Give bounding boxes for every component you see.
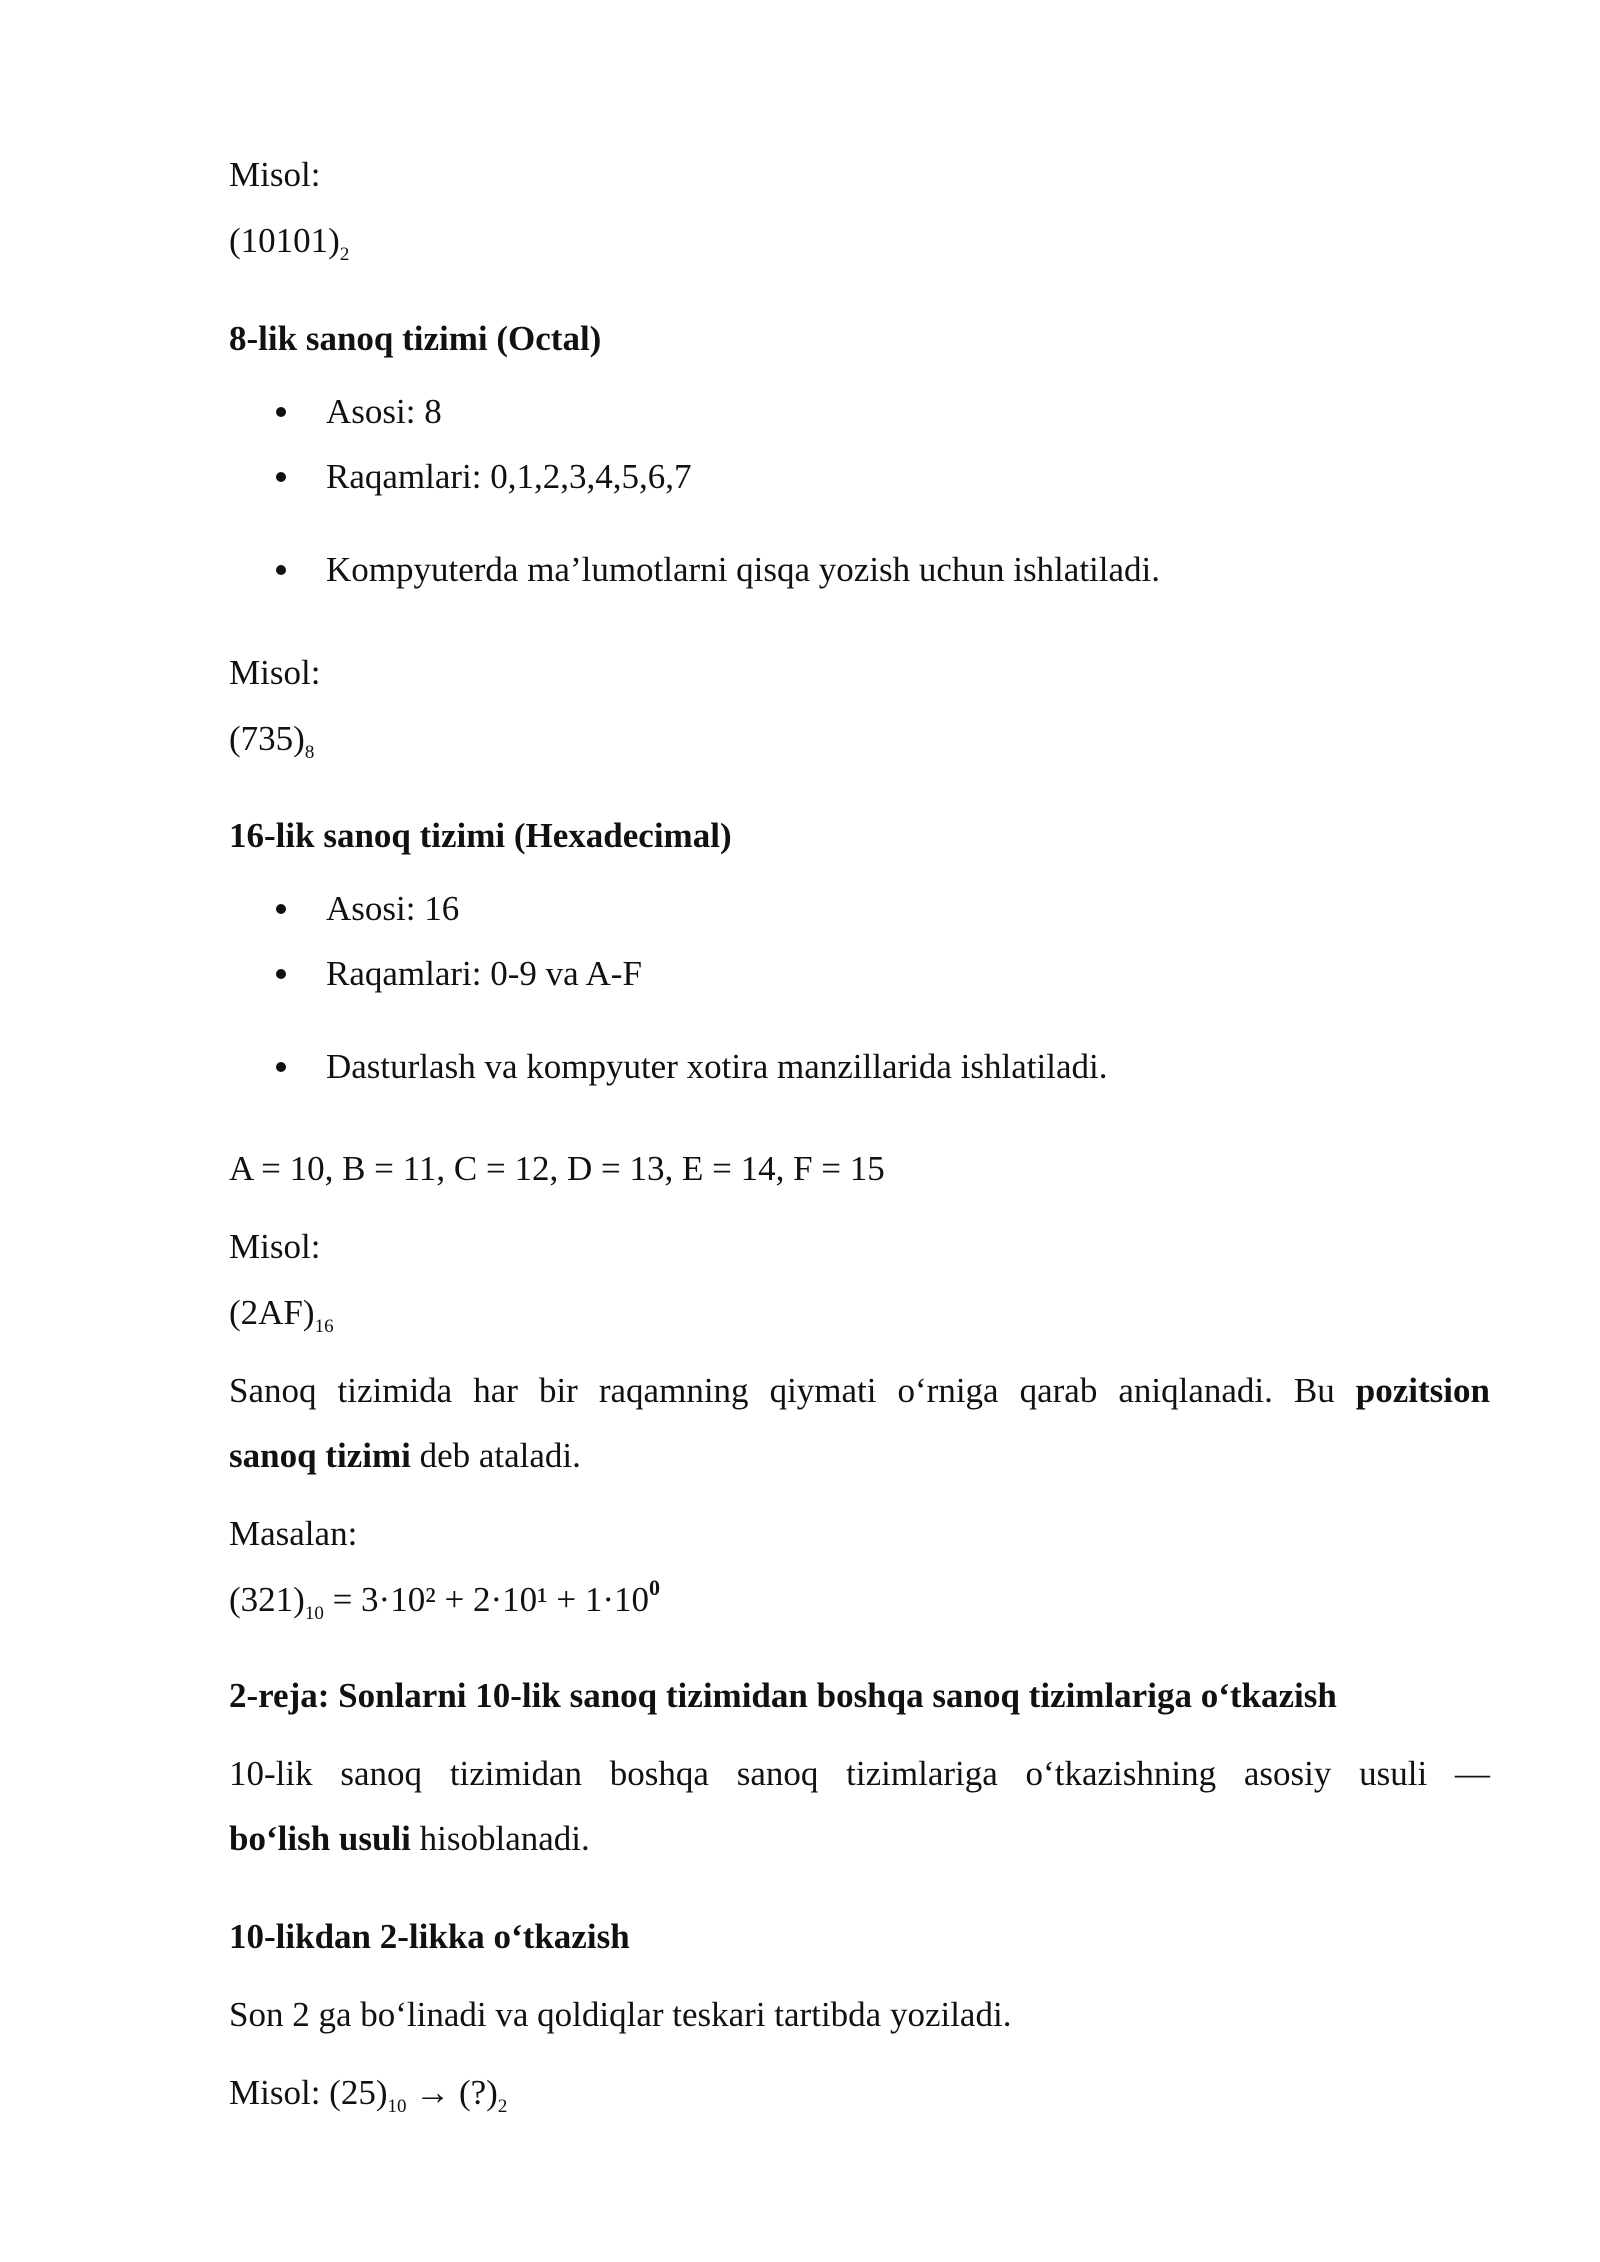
example-label: Misol: [229,1227,321,1266]
division-text: 10-lik sanoq tizimidan boshqa sanoq tizimlariga o‘tkazishning asosiy usuli — [229,1754,1490,1793]
expansion-base: 10 [304,1603,324,1624]
positional-term: sanoq tizimi [229,1436,411,1475]
bullet-icon [276,565,286,575]
hex-bullet-text: Dasturlash va kompyuter xotira manzillarida ishlatiladi. [326,1047,1108,1086]
expansion-rest: = 3·10² + 2·10¹ + 1·10 [323,1580,649,1619]
final-example-base-from: 10 [387,2096,407,2117]
dec-to-bin-text: Son 2 ga bo‘linadi va qoldiqlar teskari tartibda yoziladi. [229,1995,1012,2034]
bullet-icon [276,472,286,482]
example-label: Misol: [229,155,321,194]
hex-example-value: (2AF) [229,1293,315,1332]
final-example-label: Misol: [229,2073,330,2112]
dec-to-bin-heading: 10-likdan 2-likka o‘tkazish [229,1917,630,1956]
binary-example-value: (10101) [229,221,340,260]
hex-example [229,1290,334,1336]
expansion-value: (321) [229,1580,305,1619]
positional-line-1 [229,1368,1490,1433]
final-example-base-to: 2 [497,2096,508,2117]
octal-example [229,716,314,762]
bullet-icon [276,969,286,979]
octal-heading: 8-lik sanoq tizimi (Octal) [229,319,602,358]
hex-bullet-text: Asosi: 16 [326,889,460,928]
hex-values: A = 10, B = 11, C = 12, D = 13, E = 14, F = 15 [229,1149,885,1188]
octal-example-value: (735) [229,719,305,758]
positional-text: deb ataladi. [410,1436,581,1475]
expansion-exponent: 0 [648,1575,660,1600]
positional-line-2 [229,1433,1490,1479]
division-term: bo‘lish usuli [229,1819,411,1858]
bullet-icon [276,407,286,417]
final-example-target: (?) [458,2073,498,2112]
arrow-icon: → [406,2073,459,2112]
hex-example-base: 16 [314,1316,334,1337]
expansion-formula [229,1577,660,1623]
binary-example [229,218,349,264]
positional-text: Sanoq tizimida har bir raqamning qiymati o‘rniga qarab aniqlanadi. Bu [229,1371,1356,1410]
division-line-2 [229,1816,1490,1862]
positional-paragraph [229,1368,1490,1479]
final-example [229,2070,507,2116]
division-line-1 [229,1751,1490,1816]
example-label: Misol: [229,653,321,692]
octal-bullet-text: Raqamlari: 0,1,2,3,4,5,6,7 [326,457,692,496]
bullet-icon [276,1062,286,1072]
binary-example-base: 2 [339,244,350,265]
octal-example-base: 8 [304,742,315,763]
octal-bullet-text: Asosi: 8 [326,392,442,431]
positional-bold: pozitsion [1355,1371,1490,1410]
final-example-value: (25) [329,2073,388,2112]
bullet-icon [276,904,286,914]
division-paragraph [229,1751,1490,1862]
hex-heading: 16-lik sanoq tizimi (Hexadecimal) [229,816,732,855]
masalan-label: Masalan: [229,1514,358,1553]
octal-bullet-text: Kompyuterda ma’lumotlarni qisqa yozish uchun ishlatiladi. [326,550,1161,589]
hex-bullet-text: Raqamlari: 0-9 va A-F [326,954,642,993]
reja-heading: 2-reja: Sonlarni 10-lik sanoq tizimidan boshqa sanoq tizimlariga o‘tkazish [229,1676,1337,1715]
division-text: hisoblanadi. [410,1819,590,1858]
